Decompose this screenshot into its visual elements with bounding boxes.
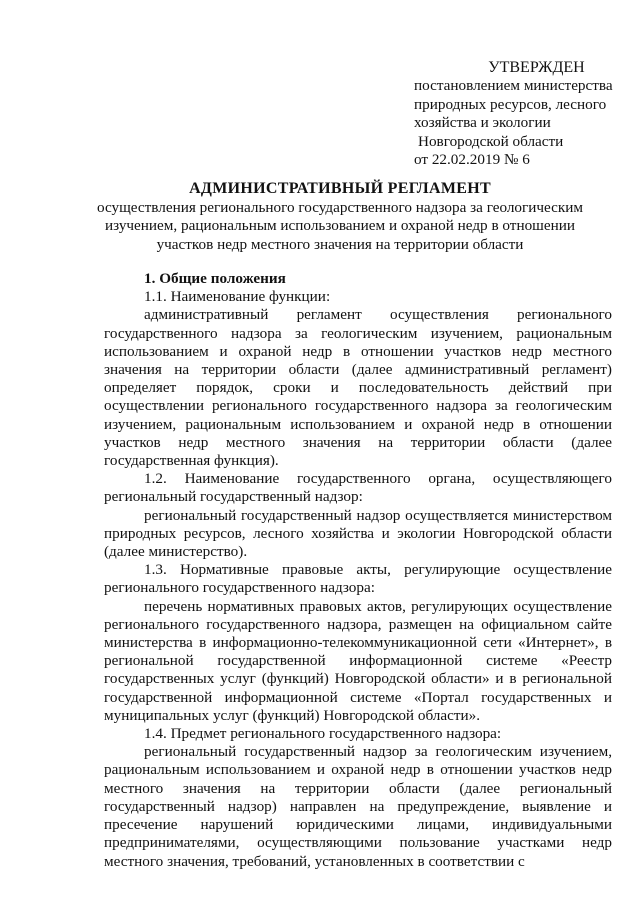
clause-title: 1.1. Наименование функции: [144, 288, 331, 306]
approval-date: от 22.02.2019 № 6 [414, 151, 530, 169]
clause-title: 1.4. Предмет регионального государственного надзора: [144, 725, 502, 743]
clause-text: региональный государственный надзор осуществляется министерством природных ресурсов, лесного хозяйства и экологии Новгородской области (далее министерство). [104, 506, 612, 561]
approval-line: Новгородской области [418, 132, 564, 150]
clause-title: 1.2. Наименование государственного органа, осуществляющего региональный государственный надзор: [104, 470, 612, 506]
approval-stamp [414, 59, 629, 169]
approval-heading: УТВЕРЖДЕН [488, 59, 585, 76]
clause-text: административный регламент осуществления регионального государственного надзора за геологическим изучением, рациональным использованием и охраной недр в отношении участков недр местного значения на территории области (далее административный регламент) определяет порядок, сроки и последовательность действий при осуществлении регионального государственного надзора за геологическим изучением, рациональным использованием и охраной недр в отношении участков недр местного значения на территории области (далее государственная функция). [104, 306, 612, 470]
approval-line: хозяйства и экологии [414, 114, 551, 132]
clause-title: 1.3. Нормативные правовые акты, регулирующие осуществление регионального государственного надзора: [104, 561, 612, 597]
approval-line: природных ресурсов, лесного [414, 95, 607, 113]
document-body [104, 270, 612, 871]
clause-text: региональный государственный надзор за геологическим изучением, рациональным использованием и охраной недр в отношении участков недр местного значения на территории области (далее региональный государственный надзор) направлен на предупреждение, выявление и пресечение нарушений юридическими лицами, индивидуальными предпринимателями, осуществляющими пользование участками недр местного значения, требований, установленных в соответствии с [104, 743, 612, 870]
section-heading: 1. Общие положения [144, 270, 286, 287]
document-subtitle: осуществления регионального государственного надзора за геологическим изучением, рациональным использованием и охраной недр в отношении участков недр местного значения на территории области [97, 199, 583, 253]
approval-line: постановлением министерства [414, 77, 613, 95]
document-title: АДМИНИСТРАТИВНЫЙ РЕГЛАМЕНТ [189, 180, 491, 197]
clause-text: перечень нормативных правовых актов, регулирующих осуществление регионального государственного надзора, размещен на официальном сайте министерства в информационно-телекоммуникационной сети «Интернет», в региональной государственной информационной системе «Реестр государственных услуг (функций) Новгородской области» и в региональной государственной информационной системе «Портал государственных и муниципальных услуг (функций) Новгородской области». [104, 597, 612, 724]
